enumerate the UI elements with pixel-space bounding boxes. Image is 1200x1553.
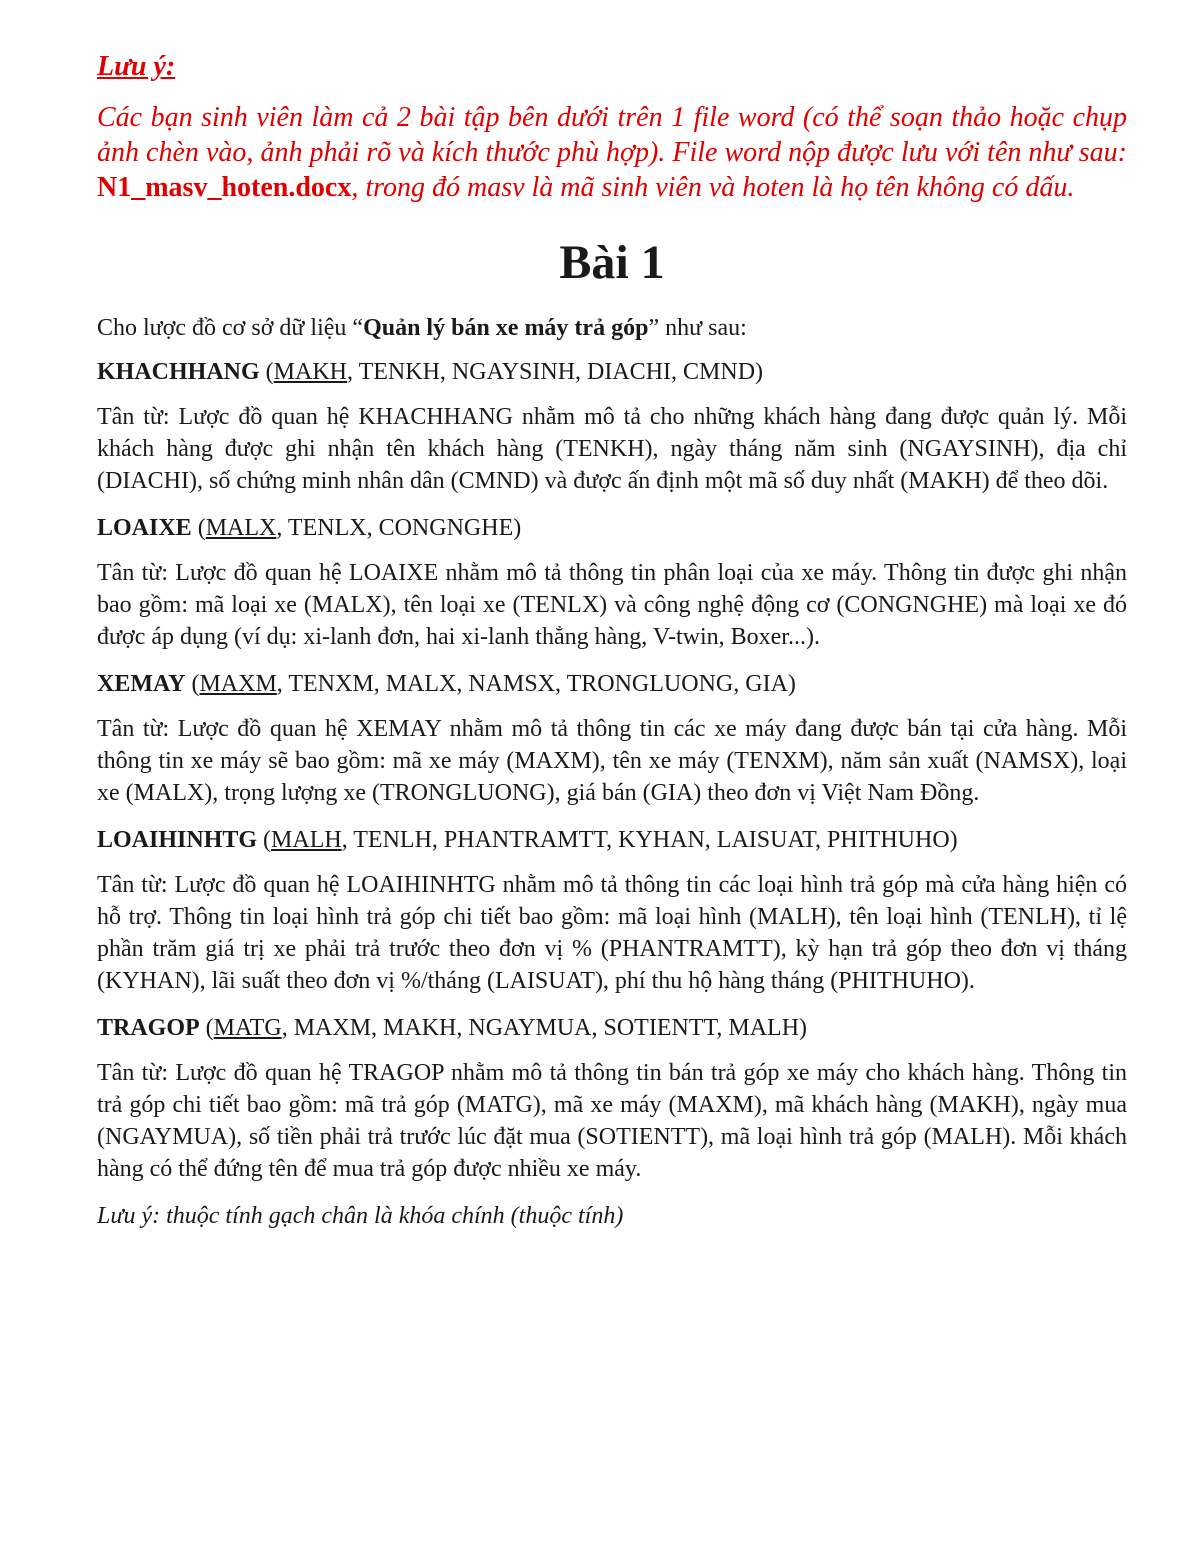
primary-key: MAXM [199, 671, 277, 697]
relation-schema-tragop [97, 1013, 1127, 1043]
relation-attributes: , TENKH, NGAYSINH, DIACHI, CMND) [347, 359, 764, 385]
relation-name: XEMAY [97, 671, 186, 697]
intro-database-name: Quản lý bán xe máy trả góp [363, 315, 649, 341]
relation-name: LOAIXE [97, 515, 192, 541]
relation-attributes: , TENLX, CONGNGHE) [276, 515, 522, 541]
note-body [97, 100, 1127, 205]
relation-open-paren: ( [191, 515, 206, 541]
relation-open-paren: ( [259, 359, 274, 385]
primary-key: MALH [271, 827, 342, 853]
note-title: Lưu ý: [97, 51, 176, 82]
relation-open-paren: ( [257, 827, 272, 853]
document-page [97, 50, 1127, 1231]
relation-open-paren: ( [199, 1015, 214, 1041]
relation-name: LOAIHINHTG [97, 827, 258, 853]
relation-name: KHACHHANG [97, 359, 260, 385]
relation-attributes: , TENLH, PHANTRAMTT, KYHAN, LAISUAT, PHITHUHO) [341, 827, 958, 853]
relation-open-paren: ( [185, 671, 200, 697]
primary-key: MAKH [273, 359, 348, 385]
relation-schema-loaihinhtg [97, 825, 1127, 855]
primary-key: MALX [205, 515, 277, 541]
primary-key-footnote: Lưu ý: thuộc tính gạch chân là khóa chính (thuộc tính) [97, 1203, 624, 1229]
intro-paragraph [97, 313, 1127, 343]
relation-schema-loaixe [97, 513, 1127, 543]
relation-attributes: , TENXM, MALX, NAMSX, TRONGLUONG, GIA) [276, 671, 796, 697]
relation-description-loaixe: Tân từ: Lược đồ quan hệ LOAIXE nhằm mô tả thông tin phân loại của xe máy. Thông tin được ghi nhận bao gồm: mã loại xe (MALX), tên loại xe (TENLX) và công nghệ động cơ (CONGNGHE) mà loại xe đó được áp dụng (ví dụ: xi-lanh đơn, hai xi-lanh thẳng hàng, V-twin, Boxer...). [97, 560, 1127, 650]
relation-description-khachhang: Tân từ: Lược đồ quan hệ KHACHHANG nhằm mô tả cho những khách hàng đang được quản lý. Mỗi khách hàng được ghi nhận tên khách hàng (TENKH), ngày tháng năm sinh (NGAYSINH), địa chỉ (DIACHI), số chứng minh nhân dân (CMND) và được ấn định một mã số duy nhất (MAKH) để theo dõi. [97, 404, 1127, 494]
relation-schema-xemay [97, 669, 1127, 699]
note-body-text: Các bạn sinh viên làm cả 2 bài tập bên dưới trên 1 file word (có thể soạn thảo hoặc chụp ảnh chèn vào, ảnh phải rõ và kích thước phù hợp). File word nộp được lưu với tên như sau: [97, 102, 1127, 168]
intro-text-end: ” như sau: [648, 315, 747, 341]
relation-attributes: , MAXM, MAKH, NGAYMUA, SOTIENTT, MALH) [281, 1015, 808, 1041]
note-body-text-end: , trong đó masv là mã sinh viên và hoten là họ tên không có dấu. [351, 172, 1075, 203]
note-filename: N1_masv_hoten.docx [97, 172, 352, 203]
relation-name: TRAGOP [97, 1015, 200, 1041]
primary-key: MATG [213, 1015, 282, 1041]
intro-text: Cho lược đồ cơ sở dữ liệu “ [97, 315, 364, 341]
relation-description-tragop: Tân từ: Lược đồ quan hệ TRAGOP nhằm mô tả thông tin bán trả góp xe máy cho khách hàng. Thông tin trả góp chi tiết bao gồm: mã trả góp (MATG), mã xe máy (MAXM), mã khách hàng (MAKH), ngày mua (NGAYMUA), số tiền phải trả trước lúc đặt mua (SOTIENTT), mã loại hình trả góp (MALH). Mỗi khách hàng có thể đứng tên để mua trả góp được nhiều xe máy. [97, 1060, 1127, 1182]
exercise-heading: Bài 1 [559, 236, 665, 289]
relation-schema-khachhang [97, 357, 1127, 387]
relation-description-xemay: Tân từ: Lược đồ quan hệ XEMAY nhằm mô tả thông tin các xe máy đang được bán tại cửa hàng. Mỗi thông tin xe máy sẽ bao gồm: mã xe máy (MAXM), tên xe máy (TENXM), năm sản xuất (NAMSX), loại xe (MALX), trọng lượng xe (TRONGLUONG), giá bán (GIA) theo đơn vị Việt Nam Đồng. [97, 716, 1127, 806]
relation-description-loaihinhtg: Tân từ: Lược đồ quan hệ LOAIHINHTG nhằm mô tả thông tin các loại hình trả góp mà cửa hàng hiện có hỗ trợ. Thông tin loại hình trả góp chi tiết bao gồm: mã loại hình (MALH), tên loại hình (TENLH), tỉ lệ phần trăm giá trị xe phải trả trước theo đơn vị % (PHANTRAMTT), kỳ hạn trả góp theo đơn vị tháng (KYHAN), lãi suất theo đơn vị %/tháng (LAISUAT), phí thu hộ hàng tháng (PHITHUHO). [97, 872, 1127, 994]
